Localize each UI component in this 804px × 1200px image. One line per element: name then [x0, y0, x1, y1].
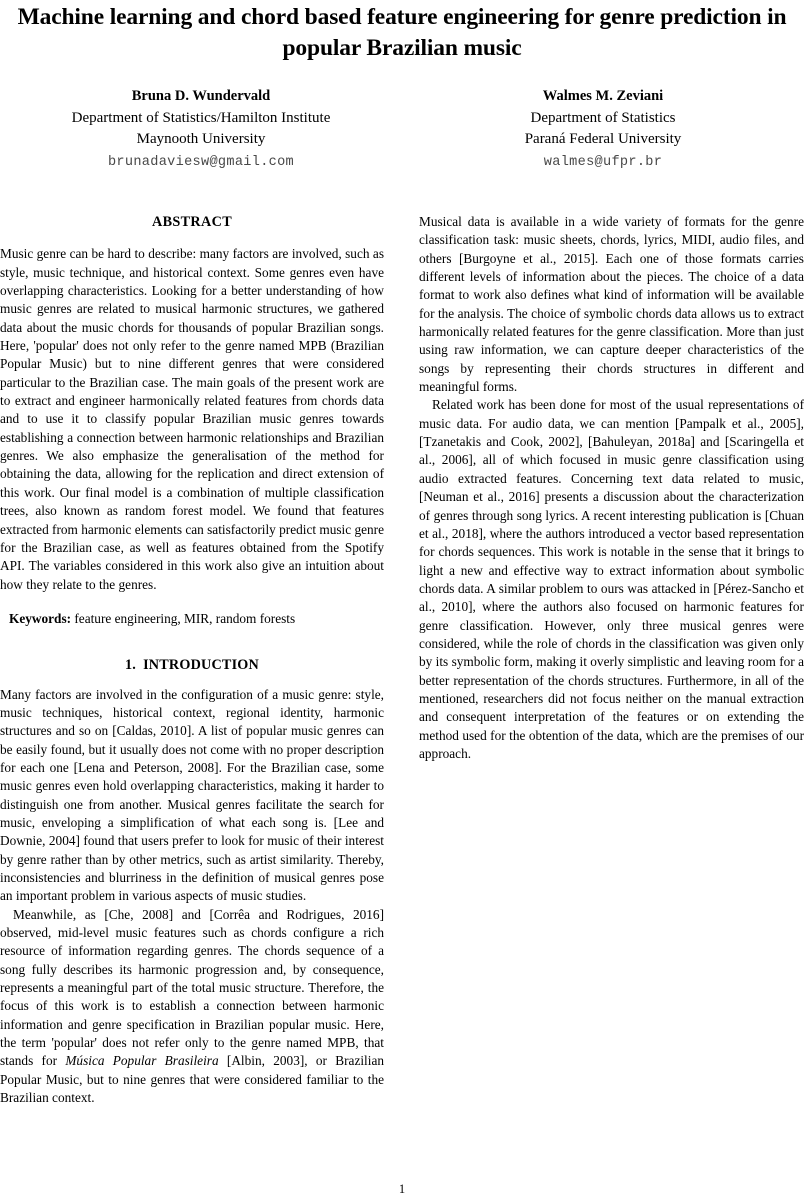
abstract-text: Music genre can be hard to describe: many factors are involved, such as style, music technique, and historical context. Some genres even have overlapping characteristics. Looking for a better understanding of how music genres are related to musical harmonic structures, we gathered data about the music chords for thousands of popular Brazilian songs. Here, 'popular' does not only refer to the genre named MPB (Brazilian Popular Music) but to nine different genres that were considered particular to the Brazilian case. The main goals of the present work are to extract and engineer harmonically related features from chords data and to use it to classify popular Brazilian music genres towards establishing a connection between harmonic relationships and Brazilian genres. We also emphasize the generalisation of the method for obtaining the data, allowing for the replication and direct extension of this work. Our final model is a combination of multiple classification trees, also known as random forest model. We found that features extracted from harmonic elements can satisfactorily predict music genre for the Brazilian case, as well as features obtained from the Spotify API. The variables considered in this work also give an intuition about how they relate to the genres. [0, 246, 384, 592]
page-number: 1 [398, 1182, 406, 1196]
intro-paragraph-1: Many factors are involved in the configuration of a music genre: style, music techniques, historical context, regional identity, harmonic structures and so on [Caldas, 2010]. A list of popular music genres can be easily found, but it usually does not come with no proper description for each one [Lena and Peterson, 2008]. For the Brazilian case, some music genres even hold overlapping characteristics, making it harder to distinguish one from another. Musical genres facilitate the search for music, enveloping a simplification of what each song is. [Lee and Downie, 2004] found that users prefer to look for music of their interest by genre rather than by other metrics, such as artist similarity. Thereby, inconsistencies and blurriness in the definition of musical genres pose an important problem in various aspects of music studies. [0, 686, 384, 904]
author-institution: Paraná Federal University [524, 131, 682, 147]
introduction-heading [0, 656, 384, 674]
keywords-value: feature engineering, MIR, random forests [74, 610, 296, 626]
keywords-line [0, 610, 384, 628]
column-left [0, 213, 384, 1107]
author-department: Department of Statistics/Hamilton Institute [71, 109, 331, 126]
abstract-heading: ABSTRACT [151, 214, 233, 230]
intro-paragraph-2-italic: Música Popular Brasileira [65, 1053, 219, 1069]
section-number: 1. [125, 657, 137, 674]
intro-paragraph-2-text-a: Meanwhile, as [Che, 2008] and [Corrêa and Rodrigues, 2016] observed, mid-level music features such as chords configure a rich resource of information regarding genres. The chords sequence of a song fully describes its harmonic progression and, by consequence, represents a meaningful part of the total music structure. Therefore, the focus of this work is to establish a connection between harmonic information and genre specification in Brazilian popular music. Here, the term 'popular' does not refer only to the genre named MPB, that stands for [0, 906, 384, 1069]
intro-paragraph-2-start [0, 906, 384, 1108]
author-email[interactable]: brunadaviesw@gmail.com [107, 154, 295, 170]
author-department: Department of Statistics [530, 109, 676, 126]
author-entry-1 [0, 86, 402, 173]
author-block [0, 86, 804, 173]
column-right [419, 213, 804, 763]
intro-paragraph-2-text-b: [Albin, 2003], or Brazilian Popular Music, but to nine genres that were considered familiar to the Brazilian context. [0, 1053, 384, 1106]
intro-paragraph-4: Related work has been done for most of the usual representations of music data. For audio data, we can mention [Pampalk et al., 2005], [Tzanetakis and Cook, 2002], [Bahuleyan, 2018a] and [Scaringella et al., 2006], all of which focused in music genre classification using audio extracted features. Concerning text data related to music, [Neuman et al., 2016] presents a discussion about the characterization of genres through song lyrics. A recent interesting publication is [Chuan et al., 2018], where the authors introduced a vector based representation for chords sequences. This work is notable in the sense that it brings to light a new and effective way to extract information about symbolic chords data. A similar problem to ours was attacked in [Pérez-Sancho et al., 2010], where the authors also focused on harmonic features for genre classification. However, only three musical genres were considered, while the role of chords in the classification was given only by its symbolic form, making it overly simplistic and leaving room for a better representation of the chords structures. Furthermore, in all of the mentioned, researchers did not focus neither on the manual extraction and consequent interpretation of the features or on extending the method used for the obtention of the data, which are the premises of our approach. [419, 397, 804, 761]
keywords-label: Keywords: [9, 610, 72, 626]
title-block [10, 2, 794, 64]
intro-paragraph-3: Musical data is available in a wide variety of formats for the genre classification task: music sheets, chords, lyrics, MIDI, audio files, and others [Burgoyne et al., 2015]. Each one of those formats carries different levels of information about the pieces. The choice of a data format to work also defines what kind of information will be available for the analysis. The choice of symbolic chords data allows us to extract harmonically related features for the genre classification. More than just using raw information, we can capture deeper characteristics of the songs by representing their chords structures in different and meaningful forms. [419, 214, 804, 395]
page-title: Machine learning and chord based feature engineering for genre prediction in popular Brazilian music [17, 4, 787, 61]
author-institution: Maynooth University [136, 131, 266, 147]
author-name: Walmes M. Zeviani [542, 88, 664, 104]
author-entry-2 [402, 86, 804, 173]
author-name: Bruna D. Wundervald [131, 88, 271, 104]
section-title: INTRODUCTION [143, 657, 259, 674]
author-email[interactable]: walmes@ufpr.br [543, 154, 663, 170]
